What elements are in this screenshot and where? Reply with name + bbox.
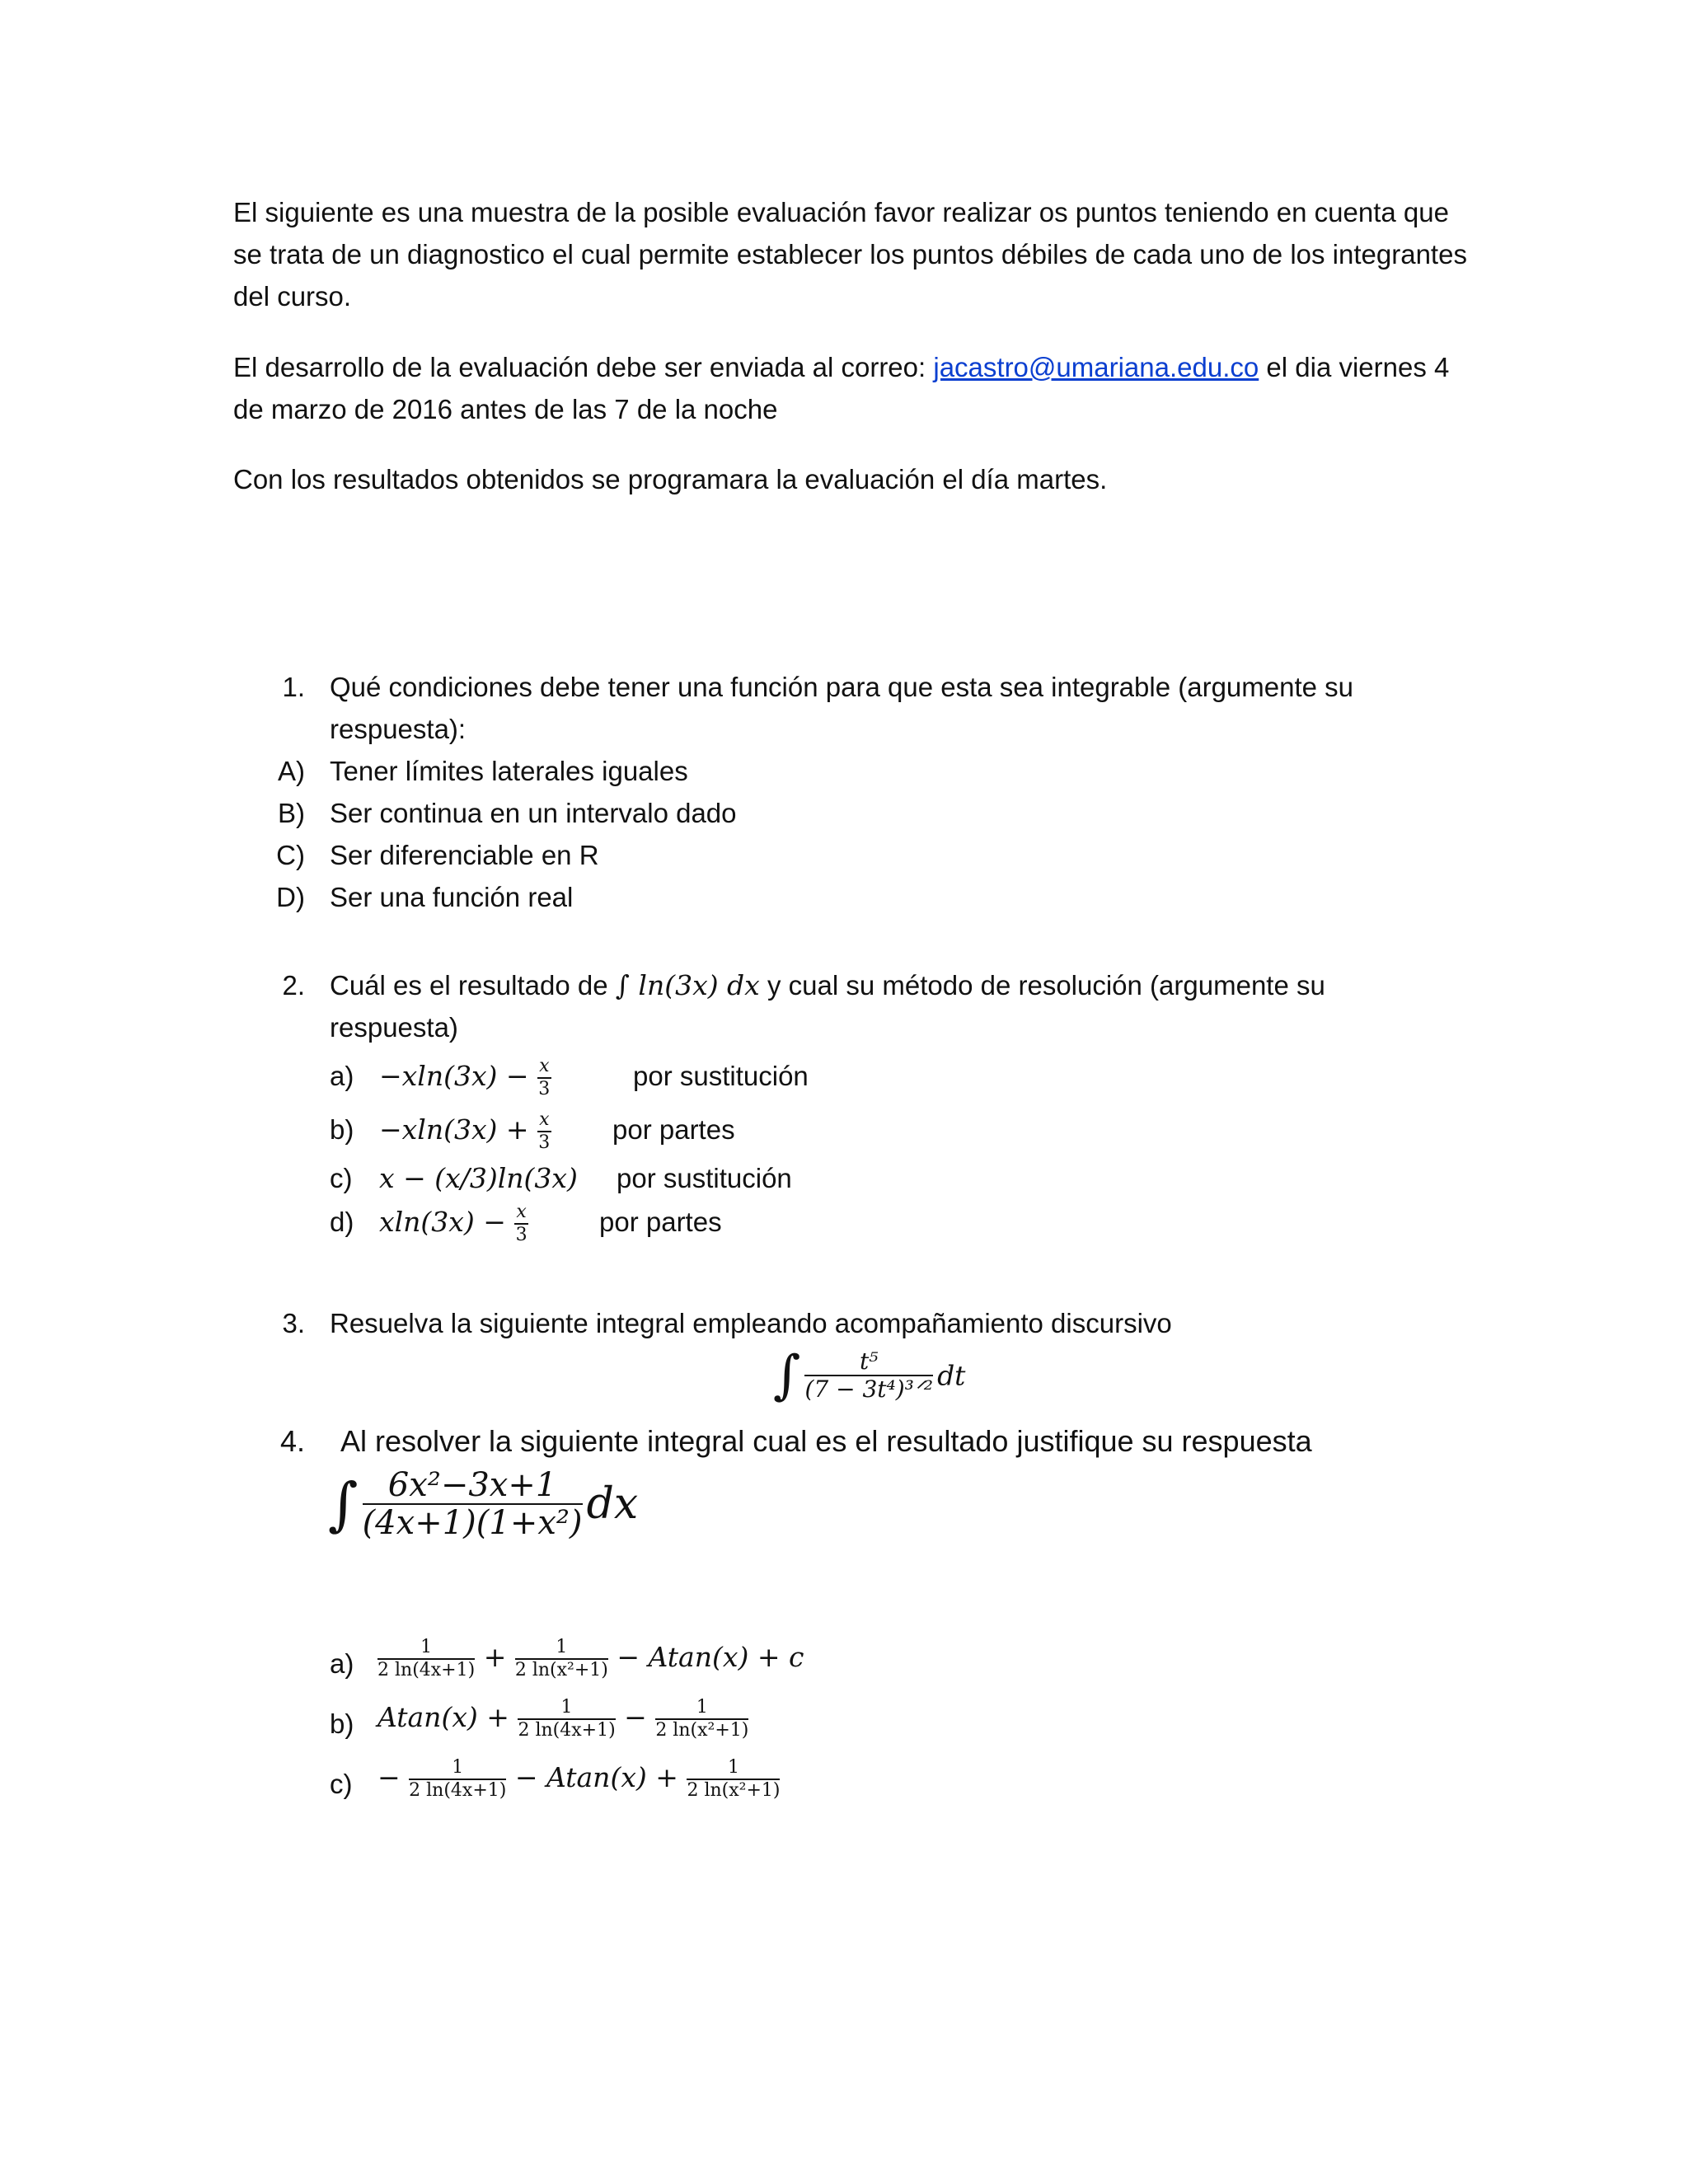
- intro-paragraph-2-after: el dia viernes 4 de marzo de 2016 antes de las 7 de la noche: [233, 352, 1450, 424]
- fraction-denominator: 2 ln(x²+1): [514, 1660, 608, 1680]
- q1-option-letter: D): [276, 882, 305, 912]
- q4-option-expr: [377, 1636, 804, 1680]
- q3-numerator: t⁵: [804, 1350, 933, 1376]
- q2-text-after: y cual su método de resolución (argumente su: [759, 970, 1325, 1001]
- q1-option-letter: C): [276, 840, 305, 870]
- q2-option-method: por sustitución: [633, 1061, 809, 1091]
- q4-numerator: 6x²−3x+1: [363, 1469, 583, 1505]
- fraction: [687, 1759, 780, 1800]
- q2-option-method: por sustitución: [617, 1163, 792, 1193]
- q4-option-expr: [377, 1696, 748, 1740]
- intro-paragraph-3: Con los resultados obtenidos se programara la evaluación el día martes.: [233, 464, 1108, 494]
- intro-paragraph-2: [233, 346, 1470, 430]
- operator: +: [483, 1641, 507, 1673]
- q4-fraction: [362, 1466, 583, 1542]
- q2-option-expr-text: −xln(3x) +: [379, 1113, 529, 1146]
- expression-tail: − Atan(x) + c: [617, 1641, 804, 1673]
- q2-option-letter: b): [330, 1114, 354, 1145]
- q1-number: 1.: [282, 672, 305, 702]
- q1-option-text: Tener límites laterales iguales: [330, 756, 688, 786]
- fraction-numerator: 1: [518, 1699, 615, 1720]
- q3-fraction: [804, 1347, 933, 1403]
- q2-option-letter: c): [330, 1163, 353, 1193]
- x-over-3-fraction: [537, 1111, 551, 1152]
- q4-option-expr: [377, 1756, 780, 1800]
- q2-option-expr: x − (x/3)ln(3x): [379, 1162, 578, 1194]
- q2-option-expr: [379, 1055, 551, 1099]
- q4-option-letter: c): [330, 1769, 353, 1799]
- q4-option-letter: b): [330, 1708, 354, 1739]
- q2-option-expr-text: −xln(3x) −: [379, 1060, 529, 1092]
- fraction-denominator: 2 ln(x²+1): [655, 1720, 749, 1741]
- q1-option-letter: B): [278, 798, 305, 828]
- q2-option-expr: [379, 1201, 528, 1244]
- q2-text-line-2: respuesta): [330, 1012, 458, 1043]
- fraction: [515, 1638, 608, 1680]
- q2-option-letter: d): [330, 1207, 354, 1237]
- q3-denominator: (7 − 3t⁴)³ᐟ²: [804, 1376, 933, 1403]
- q4-text: Al resolver la siguiente integral cual es el resultado justifique su respuesta: [340, 1424, 1312, 1458]
- integral-sign: ∫: [773, 1345, 801, 1406]
- q2-number: 2.: [282, 970, 305, 1001]
- fraction-numerator: 1: [515, 1638, 608, 1660]
- q2-option-expr: [379, 1108, 551, 1152]
- fraction-denominator: 2 ln(4x+1): [518, 1720, 616, 1741]
- q1-text-line-1: Qué condiciones debe tener una función para que esta sea integrable (argumente su: [330, 672, 1354, 702]
- fraction: [655, 1699, 748, 1740]
- q1-text-line-2: respuesta):: [330, 714, 467, 744]
- fraction-numerator: 1: [377, 1638, 475, 1660]
- q2-integral: ∫ ln(3x) dx: [615, 969, 760, 1001]
- q4-option-letter: a): [330, 1648, 354, 1679]
- fraction-numerator: x: [537, 1111, 551, 1132]
- fraction-denominator: 2 ln(x²+1): [687, 1780, 781, 1801]
- fraction-numerator: 1: [409, 1759, 506, 1780]
- fraction: [518, 1699, 615, 1740]
- q4-integral-expression: [328, 1466, 639, 1576]
- fraction-numerator: 1: [687, 1759, 780, 1780]
- q2-text-before: Cuál es el resultado de: [330, 970, 616, 1001]
- fraction-denominator: 3: [538, 1079, 551, 1099]
- integral-sign: ∫: [328, 1470, 359, 1538]
- q4-differential: dx: [586, 1479, 639, 1529]
- intro-paragraph-1: El siguiente es una muestra de la posible evaluación favor realizar os puntos teniendo en cuenta que se trata de un diagnostico el cual permite establecer los puntos débiles de cada uno de los integrantes del curso.: [233, 197, 1467, 312]
- fraction-denominator: 2 ln(4x+1): [409, 1780, 507, 1801]
- q4-denominator: (4x+1)(1+x²): [362, 1504, 583, 1542]
- q2-text: [330, 964, 1325, 1006]
- q1-option-letter: A): [278, 756, 305, 786]
- email-link[interactable]: jacastro@umariana.edu.co: [933, 352, 1259, 382]
- q3-text: Resuelva la siguiente integral empleando acompañamiento discursivo: [330, 1308, 1172, 1338]
- q2-option-method: por partes: [612, 1114, 735, 1145]
- expression-head: −: [377, 1761, 401, 1793]
- fraction-denominator: 3: [515, 1225, 528, 1245]
- q2-option-expr-text: xln(3x) −: [379, 1206, 506, 1238]
- x-over-3-fraction: [537, 1057, 551, 1099]
- q3-number: 3.: [282, 1308, 305, 1338]
- intro-paragraph-2-before: El desarrollo de la evaluación debe ser enviada al correo:: [233, 352, 934, 382]
- q2-option-letter: a): [330, 1061, 354, 1091]
- q1-option-text: Ser diferenciable en R: [330, 840, 599, 870]
- fraction: [377, 1638, 475, 1680]
- q4-number: 4.: [279, 1424, 305, 1458]
- fraction: [409, 1759, 506, 1800]
- fraction-numerator: x: [537, 1057, 551, 1079]
- q3-differential: dt: [937, 1359, 966, 1392]
- q2-option-method: por partes: [599, 1207, 722, 1237]
- q1-option-text: Ser continua en un intervalo dado: [330, 798, 737, 828]
- fraction-numerator: 1: [655, 1699, 748, 1720]
- fraction-denominator: 2 ln(4x+1): [377, 1660, 476, 1680]
- operator: − Atan(x) +: [514, 1761, 678, 1793]
- q3-integral-expression: [773, 1345, 965, 1419]
- x-over-3-fraction: [514, 1203, 528, 1244]
- operator: −: [624, 1701, 647, 1733]
- expression-head: Atan(x) +: [377, 1701, 509, 1733]
- fraction-numerator: x: [514, 1203, 528, 1225]
- q1-option-text: Ser una función real: [330, 882, 574, 912]
- fraction-denominator: 3: [538, 1132, 551, 1153]
